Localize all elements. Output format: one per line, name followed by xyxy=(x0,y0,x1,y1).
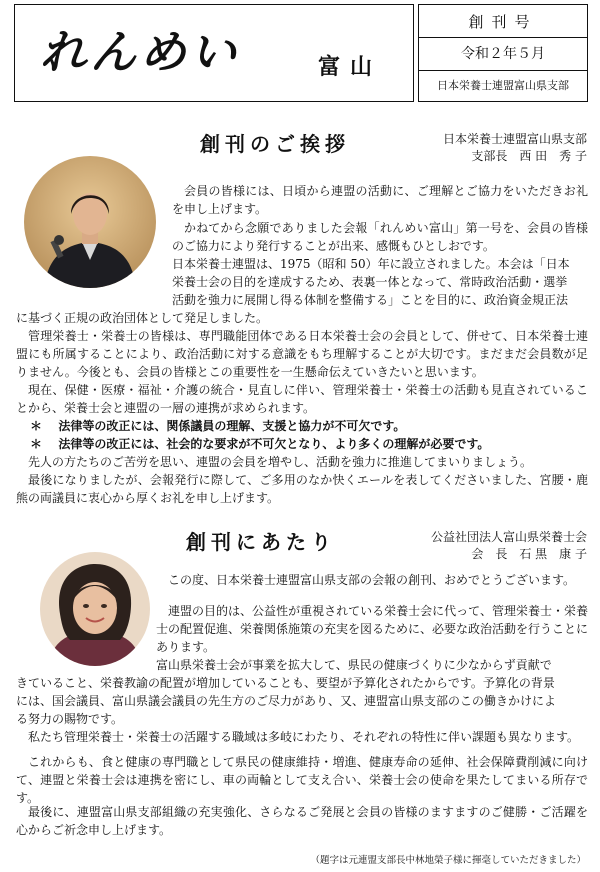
article2-heading: 創刊にあたり xyxy=(186,530,336,554)
issue-publisher: 日本栄養士連盟富山県支部 xyxy=(437,79,569,92)
article1-author xyxy=(395,131,587,165)
article2-paragraph-3-line-1: 富山県栄養士会が事業を拡大して、県民の健康づくりに少なからず貢献で xyxy=(156,658,552,672)
article1-paragraph-3-line-3: 活動を強力に展開し得る体制を整備する」ことを目的に、政治資金規正法 xyxy=(172,293,569,307)
article2-author xyxy=(395,529,587,563)
article1-author-name: 支部長 西 田 秀 子 xyxy=(471,149,587,163)
article1-heading: 創刊のご挨拶 xyxy=(200,132,350,156)
article2-paragraph-3-line-3: には、国会議員、富山県議会議員の先生方のご尽力があり、又、連盟富山県支部のこの働きかけによ xyxy=(16,694,557,708)
article1-paragraph-5: 現在、保健・医療・福祉・介護の統合・見直しに伴い、管理栄養士・栄養士の活動も見直されていることから、栄養士会と連盟の一層の連携が求められます。 xyxy=(16,383,588,415)
article2-paragraph-3-line-2: きていること、栄養教諭の配置が増加していることも、要望が予算化されたからです。予算化の背景 xyxy=(16,676,555,690)
bullet-mark: ＊ xyxy=(30,419,43,433)
article1-paragraph-4: 管理栄養士・栄養士の皆様は、専門職能団体である日本栄養士会の会員として、併せて、日本栄養士連盟にも所属することにより、政治活動に対する意識をもち理解することが大切です。まだまだ会員数が足りません。今後とも、会員の皆様とこの重要性を一生懸命伝えていきたいと思います。 xyxy=(16,329,588,379)
article1-portrait-photo xyxy=(24,156,156,288)
bullet-mark: ＊ xyxy=(30,437,43,451)
article1-bullet-2-text: 法律等の改正には、社会的な要求が不可欠となり、より多くの理解が必要です。 xyxy=(58,437,490,451)
portrait-illustration-1 xyxy=(24,156,156,288)
article1-bullet-2 xyxy=(30,435,489,453)
article1-author-org: 日本栄養士連盟富山県支部 xyxy=(442,132,587,146)
masthead-region: 富山 xyxy=(318,54,383,80)
article2-paragraph-1: この度、日本栄養士連盟富山県支部の会報の創刊、おめでとうございます。 xyxy=(168,573,576,587)
article2-author-name: 会 長 石 黒 康 子 xyxy=(471,547,587,561)
issue-info-box xyxy=(418,4,588,102)
article2-paragraph-3-line-4: る努力の賜物です。 xyxy=(16,712,124,726)
masthead-title: れんめい xyxy=(40,25,240,79)
article2-paragraph-6: 最後に、連盟富山県支部組織の充実強化、さらなるご発展と会員の皆様のますますのご健勝・ご活躍を心からご祈念申し上げます。 xyxy=(16,805,588,837)
article1-paragraph-3-line-2: 栄養士会の目的を達成するため、表裏一体となって、常時政治活動・選挙 xyxy=(172,275,568,289)
article1-bullet-1-text: 法律等の改正には、関係議員の理解、支援と協力が不可欠です。 xyxy=(58,419,406,433)
article1-paragraph-1: 会員の皆様には、日頃から連盟の活動に、ご理解とご協力をいただきお礼を申し上げます。 xyxy=(172,184,588,216)
article2-author-org: 公益社団法人富山県栄養士会 xyxy=(430,530,587,544)
footer-credit: （題字は元連盟支部長中林地榮子様に揮毫していただきました） xyxy=(310,855,586,866)
article2-paragraph-5: これからも、食と健康の専門職として県民の健康維持・増進、健康寿命の延伸、社会保障費削減に向けて、連盟と栄養士会は連携を密にし、車の両輪として支え合い、栄養士会の使命を果たしてまいる所存です。 xyxy=(16,755,588,805)
article1-paragraph-3-line-1: 日本栄養士連盟は、1975（昭和 50）年に設立されました。本会は「日本 xyxy=(172,257,570,271)
article1-paragraph-3-line-4: に基づく正規の政治団体として発足しました。 xyxy=(16,311,269,325)
article2-paragraph-4: 私たち管理栄養士・栄養士の活躍する職域は多岐にわたり、それぞれの特性に伴い課題も異なります。 xyxy=(28,730,580,744)
article1-paragraph-2: かねてから念願でありました会報「れんめい富山」第一号を、会員の皆様のご協力により発行することが出来、感慨もひとしおです。 xyxy=(172,221,588,253)
article1-paragraph-7: 最後になりましたが、会報発行に際して、ご多用のなか快くエールを表してくださいました、宮腰・鹿熊の両議員に衷心から厚くお礼を申し上げます。 xyxy=(16,473,588,505)
article2-portrait-photo xyxy=(40,552,150,666)
article2-paragraph-2: 連盟の目的は、公益性が重視されている栄養士会に代って、管理栄養士・栄養士の配置促進、栄養関係施策の充実を図るために、必要な政治活動を行うことにあります。 xyxy=(156,604,589,654)
article1-paragraph-6: 先人の方たちのご苦労を思い、連盟の会員を増やし、活動を強力に推進してまいりましょう。 xyxy=(28,455,533,469)
issue-date: 令和２年５月 xyxy=(419,38,587,71)
article1-bullet-1 xyxy=(30,417,405,435)
issue-label: 創刊号 xyxy=(419,7,587,38)
portrait-illustration-2 xyxy=(40,552,150,666)
